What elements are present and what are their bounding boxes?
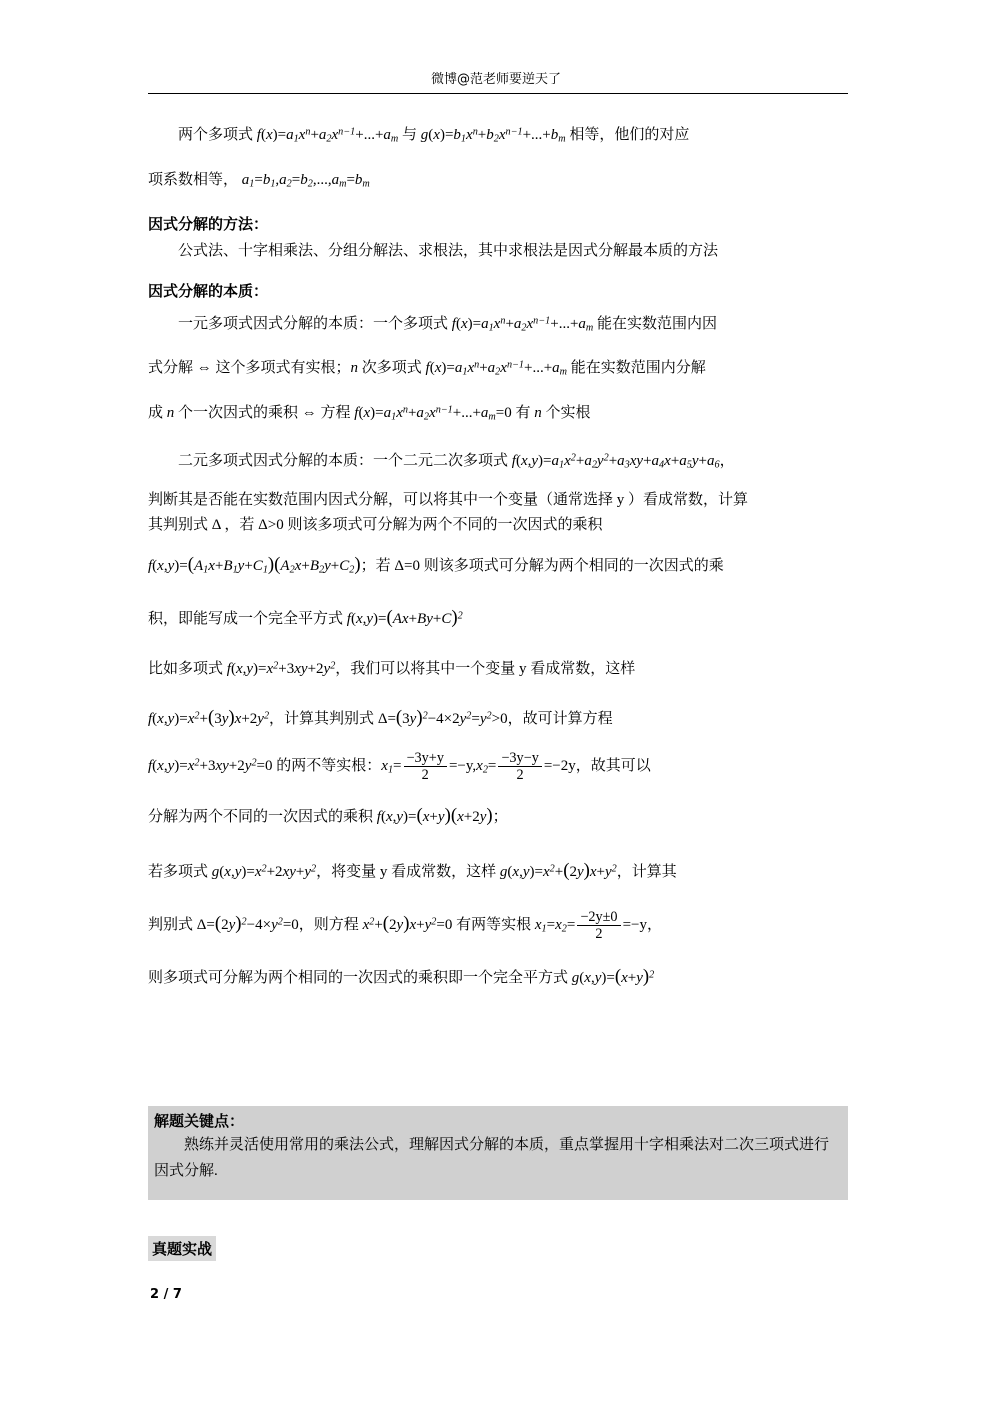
essence-text-4a: 二元多项式因式分解的本质：一个二元二次多项式 [178,453,512,470]
discriminant-positive: Δ>0 [258,517,284,533]
ex1-text-1a: 比如多项式 [148,660,227,677]
ex2-x-result: =−y [622,916,647,933]
section-body-methods: 公式法、十字相乘法、分组分解法、求根法，其中求根法是因式分解最本质的方法 [178,243,719,260]
intro-line-1 [148,118,848,153]
ex1-text-2c: ，故可计算方程 [507,711,613,727]
ex2-text-2c: ，则方程 [298,916,363,933]
example1-root-x1: $x_1=$ $\frac{-3y+y}{2}$ =−y [381,749,473,784]
intro-text-2: 项系数相等， [148,171,239,188]
example1-line-4 [148,794,848,837]
essence-text-4b: ， [719,453,735,470]
essence-text-2b: 次多项式 [358,360,426,377]
key-points-title: 解题关键点： [154,1112,245,1130]
essence-line-1 [148,307,848,342]
ex2-text-3a: 则多项式可分解为两个相同的一次因式的乘积即一个完全平方式 [148,970,572,986]
binary-quadratic-polynomial: $f(x,y)=a_1x^2+a_2y^2+a_3xy+a_4x+a_5y+a_6$ [511,452,720,471]
zhenti-label: 真题实战 [148,1236,216,1261]
ex1-text-3a: 的两不等实根： [272,758,382,775]
essence-line-6 [148,514,848,537]
essence-line-3 [148,396,848,431]
ex1-text-2a: ，计算其判别式 [269,711,378,727]
polynomial-f-definition: $f(x)=a_1x^n+a_2x^{n-1}+...+a_m$ [256,126,399,145]
factored-form-two-distinct: $f(x,y)=(A_1x+B_1y+C_1)(A_2x+B_2y+C_2)$ [148,554,361,576]
example2-polynomial: $g(x,y)=x^2+2xy+y^2$ [211,863,317,880]
example1-line-3: $f(x,y)=x^2+3xy+2y^2=0$ 的两不等实根：$x_1=$ $\frac{-3y+y}{2}$ $=-y,x_2=$ $\frac{-3y-y}{2}$ =−2y，故其可以 [148,749,651,784]
example1-polynomial: $f(x,y)=x^2+3xy+2y^2$ [226,659,336,677]
essence-text-1a: 一元多项式因式分解的本质：一个多项式 [178,315,452,332]
key-points-block [148,1106,848,1200]
essence-line-2 [148,351,848,386]
section-heading-essence: 因式分解的本质： [148,281,269,300]
example2-line-1 [148,849,848,892]
example1-factored: f(x,y)=(x+y)(x+2y) [376,804,493,826]
discriminant-zero: Δ=0 [394,558,420,575]
ex2-text-2f: ， [646,916,662,933]
ex2-text-1c: ，计算其 [616,863,677,880]
essence-line-5: 判断其是否能在实数范围内因式分解，可以将其中一个变量（通常选择 y ）看成常数，计算 [148,491,749,508]
example1-equation: $f(x,y)=x^2+3xy+2y^2=0$ [148,757,273,775]
essence-text-1b: 能在实数范围内因 [593,315,718,332]
example1-line-2 [148,696,848,739]
ex2-text-1a: 若多项式 [148,863,212,880]
essence-line-4 [148,444,848,479]
example2-line-2 [148,902,848,945]
ex2-x-denominator: 2 [595,925,603,942]
section-heading-methods: 因式分解的方法： [148,215,269,233]
ex2-x-numerator: −2y±0 [577,909,620,926]
ex1-text-3b: ，故其可以 [575,758,651,775]
polynomial-f-general-1: $f(x)=a_1x^n+a_2x^{n-1}+...+a_m$ [451,315,594,334]
essence-line-7 [148,543,848,586]
example2-polynomial-rearranged: $g(x,y)=x^2+(2y)x+y^2$ [499,859,617,881]
ex1-x2-result: =−2y [543,758,576,775]
ex1-text-1b: ，我们可以将其中一个变量 y 看成常数，这样 [335,660,636,677]
ex1-x1-denominator: 2 [421,767,429,784]
intro-text-1: 两个多项式 [178,127,257,143]
intro-text-post: 相等，他们的对应 [565,127,690,143]
essence-text-3d: 个实根 [541,404,591,421]
intro-line-2 [148,163,848,198]
ex1-x1-result: =−y [448,758,473,775]
equation-f-equals-zero: $f(x)=a_1x^n+a_2x^{n-1}+...+a_m=0$ [354,404,512,423]
key-points-body: 熟练并灵活使用常用的乘法公式，理解因式分解的本质，重点掌握用十字相乘法对二次三项式进行因式分解. [154,1137,830,1179]
example2-double-root: $x_1=x_2=$ $\frac{-2y\pm 0}{2}$ =−y [534,908,647,942]
essence-text-7c: 则该多项式可分解为两个相同的一次因式的乘 [419,558,724,575]
coefficient-equality: $a_1=b_1,a_2=b_2,...,a_m=b_m$ [241,171,370,190]
essence-n-3: n [534,404,542,421]
example2-line-3 [148,955,848,998]
essence-text-3a: 成 [148,404,167,421]
intro-text-mid: 与 [398,127,421,143]
example1-polynomial-rearranged: $f(x,y)=x^2+(3y)x+2y^2$ [148,707,270,728]
perfect-square-form: $f(x,y)=(Ax+By+C)^2$ [346,607,463,629]
essence-text-6c: 则该多项式可分解为两个不同的一次因式的乘积 [283,517,603,533]
polynomial-f-general-2: $f(x)=a_1x^n+a_2x^{n-1}+...+a_m$ [425,359,568,378]
polynomial-g-definition: $g(x)=b_1x^n+b_2x^{n-1}+...+b_m$ [420,126,566,145]
example2-discriminant: $\Delta=(2y)^2-4\times y^2=0$ [196,912,299,934]
ex1-x2-numerator: −3y−y [498,750,541,767]
page-number: 2 / 7 [150,1287,182,1302]
ex1-text-4b: ； [492,808,508,825]
essence-n-2: n [166,404,175,421]
page-header-note: 微博@范老师要逆天了 [430,72,561,87]
example2-equation: $x^2+(2y)x+y^2=0$ [362,912,453,934]
example1-discriminant: $\Delta=(3y)^2-4\times 2y^2=y^2>0$ [377,707,508,728]
essence-text-6a: 其判别式 Δ ，若 [148,517,259,533]
header-divider [148,93,848,94]
essence-text-3b: 个一次因式的乘积 ⇔ 方程 [174,404,355,421]
document-body [148,118,848,1008]
example1-line-1 [148,652,848,687]
essence-text-2c: 能在实数范围内分解 [567,360,706,377]
ex2-text-2e: 有两等实根 [452,916,535,933]
ex1-text-4a: 分解为两个不同的一次因式的乘积 [148,808,377,825]
essence-text-8a: 积，即能写成一个完全平方式 [148,611,347,628]
essence-text-3c: 有 [511,404,535,421]
ex2-text-2a: 判别式 [148,916,197,933]
example2-factored: $g(x,y)=(x+y)^2$ [571,966,655,987]
example1-root-x2: $x_2=$ $\frac{-3y-y}{2}$ =−2y [476,749,576,784]
ex2-text-1b: ，将变量 y 看成常数，这样 [316,863,500,880]
ex1-x2-denominator: 2 [516,767,524,784]
essence-text-7a: ；若 [360,558,395,575]
essence-line-8 [148,596,848,639]
essence-n-1: n [350,360,359,377]
ex1-x1-numerator: −3y+y [404,750,447,767]
essence-text-2a: 式分解 ⇔ 这个多项式有实根； [148,360,351,377]
